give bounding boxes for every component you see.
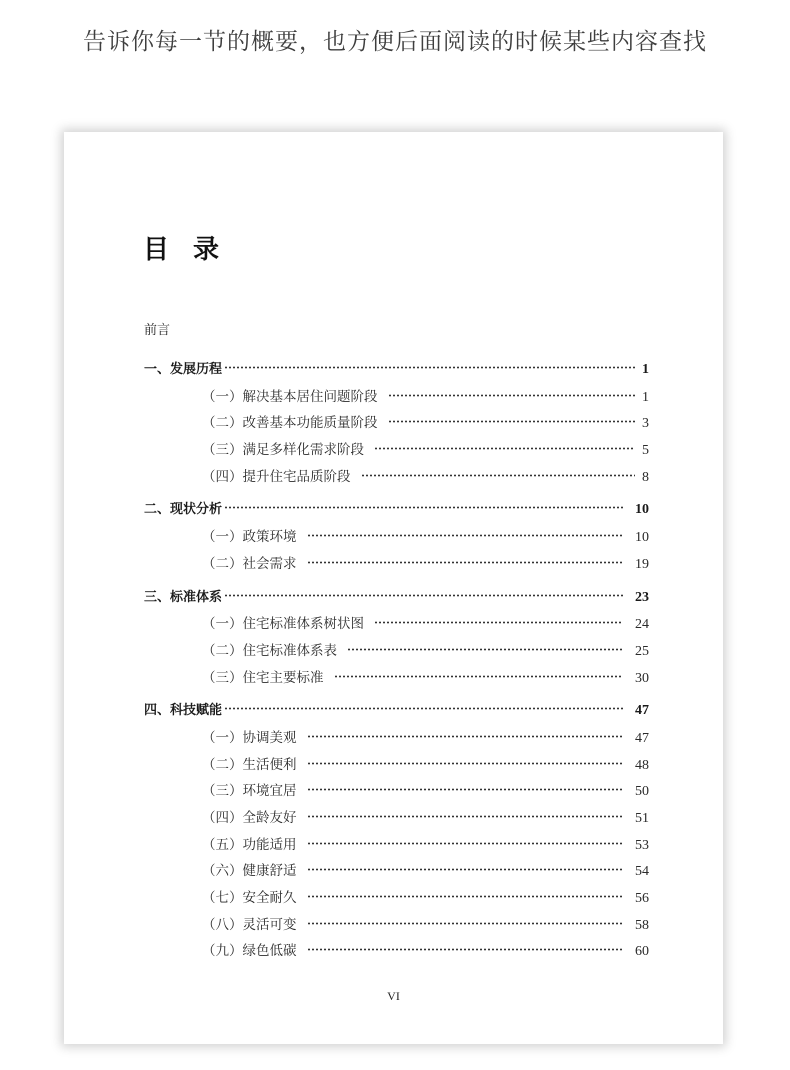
section-label: （一）解决基本居住问题阶段	[202, 388, 378, 405]
page-ref: 10	[635, 530, 649, 546]
toc-chapter[interactable]	[144, 357, 649, 384]
toc-chapter[interactable]	[144, 497, 649, 524]
dot-leader	[307, 788, 624, 791]
toc-section[interactable]	[144, 384, 649, 411]
section-label: （七）安全耐久	[202, 890, 297, 907]
dot-leader	[334, 675, 624, 678]
toc-section[interactable]	[144, 410, 649, 437]
section-label: （二）社会需求	[202, 555, 297, 572]
section-label: （一）政策环境	[202, 529, 297, 546]
dot-leader	[307, 762, 624, 765]
section-label: （五）功能适用	[202, 836, 297, 853]
book-page	[64, 132, 723, 1044]
toc-section[interactable]	[144, 464, 649, 491]
dot-leader	[307, 534, 624, 537]
toc-section[interactable]	[144, 524, 649, 551]
page-ref: 56	[635, 891, 649, 907]
page-ref: 47	[635, 730, 649, 746]
dot-leader	[307, 922, 624, 925]
dot-leader	[307, 815, 624, 818]
toc-section[interactable]	[144, 805, 649, 832]
toc-section[interactable]	[144, 752, 649, 779]
page-ref: 25	[635, 643, 649, 659]
chapter-label: 三、标准体系	[144, 589, 223, 605]
dot-leader	[374, 621, 623, 624]
page-ref: 24	[635, 617, 649, 633]
toc-chapter[interactable]	[144, 585, 649, 612]
dot-leader	[307, 735, 624, 738]
section-label: （一）住宅标准体系树状图	[202, 616, 364, 633]
toc-section[interactable]	[144, 938, 649, 965]
dot-leader	[224, 707, 623, 710]
section-label: （二）生活便利	[202, 756, 297, 773]
page-ref: 51	[635, 811, 649, 826]
toc-section[interactable]	[144, 638, 649, 665]
section-label: （九）绿色低碳	[202, 943, 297, 960]
section-label: （四）提升住宅品质阶段	[202, 468, 351, 485]
toc-section[interactable]	[144, 832, 649, 859]
page-number: VI	[387, 989, 400, 1003]
page-ref: 5	[642, 443, 649, 459]
toc-title-char-1: 目	[143, 235, 170, 265]
toc-title	[143, 232, 219, 268]
page-ref: 54	[635, 864, 649, 880]
dot-leader	[307, 868, 624, 871]
page-ref: 48	[635, 757, 649, 773]
page-ref: 8	[642, 469, 649, 485]
section-label: （三）满足多样化需求阶段	[202, 442, 364, 459]
dot-leader	[307, 561, 624, 564]
chapter-label: 二、现状分析	[144, 502, 223, 518]
toc-section[interactable]	[144, 858, 649, 885]
page-ref: 50	[635, 784, 649, 800]
dot-leader	[374, 447, 635, 450]
section-label: （三）住宅主要标准	[202, 669, 324, 686]
page-ref: 3	[642, 416, 649, 432]
page-ref: 10	[635, 502, 649, 518]
page-ref: 23	[635, 589, 649, 605]
dot-leader	[388, 420, 636, 423]
dot-leader	[224, 594, 623, 597]
toc-chapter[interactable]	[144, 698, 649, 725]
toc-section[interactable]	[144, 725, 649, 752]
toc-section[interactable]	[144, 437, 649, 464]
section-label: （六）健康舒适	[202, 863, 297, 880]
dot-leader	[307, 895, 624, 898]
toc-section[interactable]	[144, 665, 649, 692]
section-label: （一）协调美观	[202, 729, 297, 746]
section-label: （三）环境宜居	[202, 783, 297, 800]
toc-section[interactable]	[144, 551, 649, 578]
dot-leader	[224, 506, 623, 509]
dot-leader	[388, 394, 636, 397]
toc-section[interactable]	[144, 912, 649, 939]
page-ref: 47	[635, 703, 649, 719]
page-ref: 1	[642, 389, 649, 405]
section-label: （二）住宅标准体系表	[202, 642, 337, 659]
page-ref: 30	[635, 670, 649, 686]
toc-section[interactable]	[144, 885, 649, 912]
chapter-label: 一、发展历程	[144, 362, 223, 377]
section-label: （二）改善基本功能质量阶段	[202, 415, 378, 432]
toc-section[interactable]	[144, 778, 649, 805]
chapter-label: 四、科技赋能	[144, 703, 223, 719]
page-ref: 58	[635, 917, 649, 933]
page-ref: 60	[635, 944, 649, 960]
toc-list	[144, 357, 649, 965]
toc-section[interactable]	[144, 611, 649, 638]
dot-leader	[224, 366, 635, 369]
toc-title-char-2: 录	[193, 235, 220, 265]
page-ref: 1	[642, 362, 649, 377]
dot-leader	[347, 648, 623, 651]
dot-leader	[307, 948, 624, 951]
dot-leader	[361, 474, 636, 477]
toc-preface[interactable]: 前言	[144, 323, 171, 338]
page-ref: 19	[635, 556, 649, 572]
dot-leader	[307, 842, 624, 845]
caption-text: 告诉你每一节的概要，也方便后面阅读的时候某些内容查找	[83, 29, 707, 55]
section-label: （四）全龄友好	[202, 810, 297, 826]
section-label: （八）灵活可变	[202, 916, 297, 933]
page-ref: 53	[635, 837, 649, 853]
